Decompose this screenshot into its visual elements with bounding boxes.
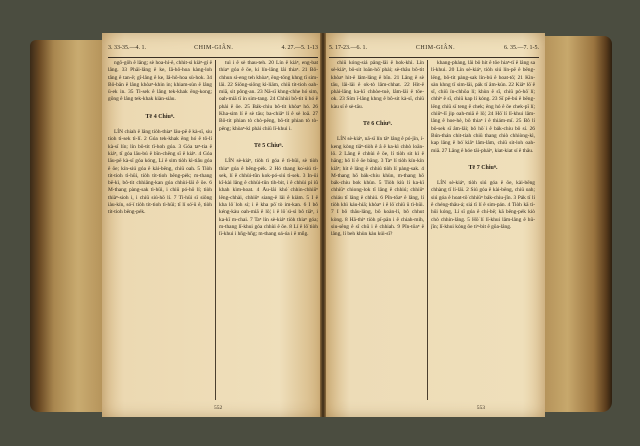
book-gutter bbox=[320, 33, 326, 417]
book-page-edges-left bbox=[30, 40, 110, 412]
text-column-2 bbox=[219, 60, 318, 400]
column-divider bbox=[427, 60, 428, 400]
right-page bbox=[323, 33, 545, 417]
left-page bbox=[102, 33, 324, 417]
text-column-1 bbox=[108, 60, 212, 400]
page-header bbox=[329, 45, 539, 58]
header-ref-right: 4. 27.—5. 1-13 bbox=[281, 45, 318, 51]
chapter-heading: Tē 6 Chiuⁿ. bbox=[363, 121, 392, 128]
chapter-heading: Tē 7 Chiuⁿ. bbox=[468, 164, 498, 171]
page-number: 553 bbox=[476, 405, 485, 411]
column-divider bbox=[215, 60, 216, 400]
text-column-2 bbox=[431, 60, 535, 400]
header-title: CHIM-GIÂN. bbox=[194, 45, 234, 51]
page-number: 552 bbox=[214, 405, 223, 411]
chapter-heading: Tē 4 Chiuⁿ. bbox=[145, 113, 175, 120]
book-page-edges-right bbox=[538, 36, 612, 412]
verse-paragraph: tuì i ê sè thau-teh. 20 Lín ê kiáⁿ, eng-bat thiaⁿ góa ê ōe, ki lín-lâng lâi thiaⁿ. 21 Bô-chhun sì-eng teh khòaⁿ, ēng-tōng khng tī sim-lāi. 22 Siōng-siōng kì-liām, chiū tit-tioh oah-miā, sit pông-an. 23 Nā-sī khng-chhe hó sim, oah-miā tī in sim-tang. 24 Chhùi bô-tit ū hó ê phài ê ōe. 25 Bák-chiu bô-tit khòaⁿ hó. 26 Kha-sim lí ê sè tāu; ba-chiâⁿ lí ê sè loā. 27 Bô-tit phian tò chò-pêng, bô-tit phian tò tò-pêng; khòaⁿ-kì phài chiū lī-khui i. bbox=[219, 60, 318, 132]
verse-paragraph: chiū kóng-siá pâng-lāi ê hok-khì. Lín sè-kiáⁿ, bô-sit loān-hō͘ phài; sè-thâu bô-tit khòaⁿ hit-ê lâm-lâng ê bīn. 21 Lâng ê sè tāu, lâi-lāi ê ok-tò lâm-chhat. 22 Hit-ê phài-lâng ka-kī chhòe-tuè, lâm-lāi ê tōe-ok. 23 Sím ī-lâng khng ê bô-sit kà-sī, chiū kàu sí ê sè-tāu. bbox=[331, 60, 424, 110]
header-title: CHIM-GIÂN. bbox=[415, 45, 456, 51]
verse-paragraph: LÍN sè-kiáⁿ, nā-sī lín tāⁿ lâng ê pó-jīn, í-keng kòng tiāⁿ-tiòh ê â ê ka-kì chhò loān-lō. 2 Lâng ê chhùi ê ōe, lí tiòh sit kì ê hāng; hō lí ê ōe bāng. 3 Taⁿ lí tiòh kín-kín kiâⁿ; hit ê lâng ê chhiú tiòh lí pàng-sak. 4 M-thang hō bák-chiu khùn, m-thang hō bák-chiu bok khùn. 5 Tiòh kiù lí ka-kī chhiūⁿ chiong-lok tī lâng ê chhiú; chhiūⁿ chiáu tī lâng ê chhiú. 6 Pîn-tōaⁿ ê lâng, lí tiòh khì káu-hiā; khòaⁿ i ê lō͘ chiū ū tì-hūi. 7 I bô thâu-lâng, bô koàn-lí, bô chhut kòng. 8 Hā-thiⁿ tiòh pī-pān i ê chiah-mih, siu-sêng ê sî chū i ê chhiah. 9 Pîn-tōaⁿ ê lâng, lí beh khùn kàu kúi-sî? bbox=[331, 136, 424, 238]
verse-paragraph: LÍN sè-kiáⁿ, tiòh tì góa ê tì-hūi, sè tiòh thiaⁿ góa ê bêng-pėk. 2 Hó thang ko͘-siú tì-sek, lí ê chhùi-tûn kok-pó-siú tì-sek. 3 In-ūi kî-kài lâng ê chhùi-tûn tih-bit, i ê chhùi pí iû khah kìm-hoat. 4 Āu-lâi khó͘ chhin-chhiūⁿ lêng-chhài, chhiūⁿ siang-ê lâi ê kiàm. 5 I ê kha lô͘ loh sí; i ê kha pō͘ tò im-kan. 6 I bô kéng-kàu oah-miā ê lō͘; i ê lō͘ sì-sì bô tiāⁿ, i ka-kī m-chai. 7 Taⁿ lín sè-kiáⁿ tiòh thiaⁿ góa; m-thang lī-khui góa chhùi ê ōe. 8 Lí ê lō͘ tiòh lī-khui i hn̄g-hn̄g; m-thang oá-óa i ê mn̂g. bbox=[219, 158, 318, 238]
header-ref-right: 6. 35.—7. 1-5. bbox=[503, 45, 539, 51]
verse-paragraph: LÍN sè-kiáⁿ, tiòh siú góa ê ōe, kài-bēng chhàng tī lí-lāi. 2 Siú góa ê kài-bēng, chiū oah; siú góa ê hoat-tō͘ chhiūⁿ bák-chiu-jîn. 3 Pák tī lí ê chéng-thâu-á; siá tī lí ê sim-pán. 4 Tiòh kā tì-hūi kóng, Lí sī góa ê chí-bē; kā bêng-pėk kiò chò chhin-lâng. 5 Hō͘ lí lī-khui lâm-lâng ê hū-jîn; lī-khui kóng ōe tiⁿ-bit ê gōa-lâng. bbox=[431, 180, 535, 230]
verse-paragraph: LÍN chiah ê lâng tiòh-thiaⁿ lāu-pē ê kà-sī, siu tioh tì-sek tì-lī. 2 Góa tek-khak ēng hó ê tō-lí kà-sī lín; lín bô-tit tī-hoh góa. 3 Góa taⁿ-tia ê kiáⁿ, tī góa lāu-bú ê bīn-chêng sī ê kiáⁿ. 4 Góa lāu-pē kà-sī góa kóng, Lí ê sim tiòh kì-tiâu góa ê ōe; kín-siú góa ê kài-bēng, chiū oah. 5 Tiòh tit-tioh tì-hūi, tiòh tit-tioh bêng-pėk; m-thang bē-kì, bô-tit chhiâng-kan góa chhùi-lāi ê ōe. 6 M-thang pàng-sak tì-hūi, i chiū pó-hō lí; tiòh thiàⁿ-sioh i, i chiū siú-hō lí. 7 Tì-hūi sī siōng iàu-kín, só͘-í tiòh tit-tioh tì-hūi; tī lí só͘-ū ê, tiòh tit-tioh bêng-pėk. bbox=[108, 129, 212, 216]
text-column-1 bbox=[331, 60, 424, 400]
page-header bbox=[108, 45, 318, 58]
header-ref-left: 5. 17-23.—6. 1. bbox=[329, 45, 367, 51]
chapter-heading: Tē 5 Chiuⁿ. bbox=[254, 142, 283, 149]
verse-paragraph: khang-phàng, lâi bô hit ê tōe hiaⁿ-tī ê lâng sa lí-khui. 20 Lín sè-kiáⁿ, tiòh siú lín-pē ê bēng-lēng, bô-tit pàng-sak lín-bú ê hoat-tō͘; 21 Kìn-sàn khng tī sim-lāi, pák tī âm-kún. 22 Kiâⁿ lō͘ ê sî, chiū ín-chhōa lí; khùn ê sî, chiū pó-hō͘ lí; chhìⁿ ê sî, chiū kap lí kóng. 23 Sī pē-bú ê bēng-lēng chiū sī teng ê chek; ēng hó ê ōe chek-pī lí; chiūⁿ-lī jip oah-miā ê lō͘; 24 Hō͘ lí lī-khui lâm-lâng ê hoe-hè, bô thiaⁿ i ê thiám-mī. 25 Bô lí bô-sek sī âm-lāi; bô hō͘ i ê bák-chiu bô sí. 26 Bún-thán chit-tiah chiū thang chiò chhiòng-kì, kap lâng ê bó͘ kiâⁿ lâm-lâm, chiū sit-loh oah-miā. 27 Lâng ê hóe tāi-pháiⁿ, kiat-kiat sí ê thâu. bbox=[431, 60, 535, 154]
verse-paragraph: ngō-gōh ê lâng; sè hoa-hí-ê, chhit-sì kiàⁿ-gí ê lâng. 33 Phāi-lâng ê ke, Iâ-hô-hoa kàng-loh tâng ê tan-ê; gî-lâng ê ke, Iâ-hô-hoa sù-hok. 34 Bô-bān ê lâng khòaⁿ-khin in; khiam-sùn ê lâng ū-ek in. 35 Tì-sek ê lâng tek-khak ēng-kong; gōng ê lâng tek-khak kiàn-siàu. bbox=[108, 60, 212, 103]
header-ref-left: 3. 33-35.—4. 1. bbox=[108, 45, 146, 51]
